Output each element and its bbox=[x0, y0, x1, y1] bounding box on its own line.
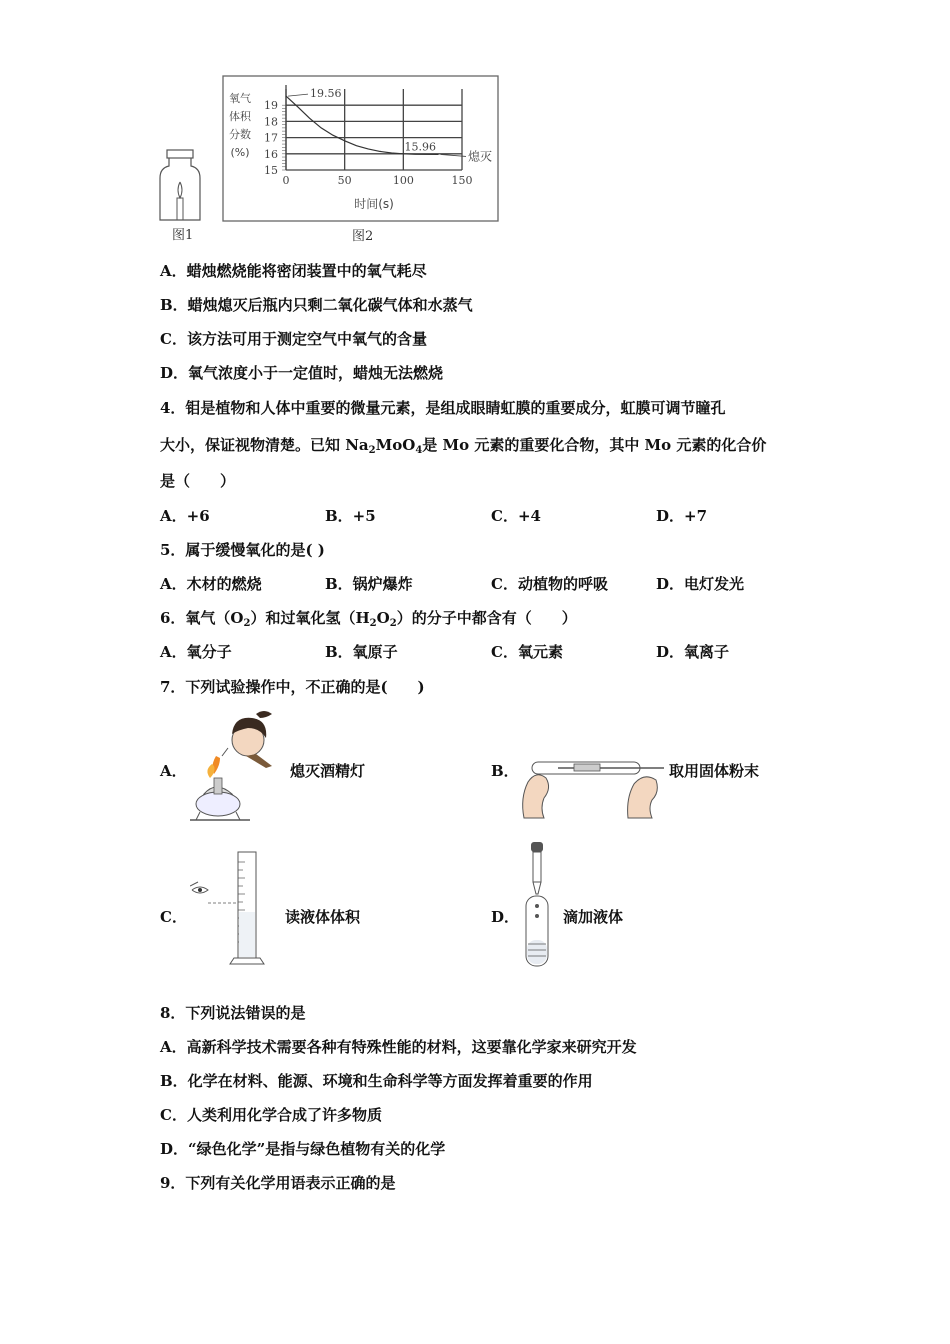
y-axis-label-line: (%) bbox=[230, 146, 250, 159]
figure-1-label: 图1 bbox=[172, 228, 194, 243]
q5-option-b[interactable]: B．锅炉爆炸 bbox=[325, 575, 413, 593]
q7-option-a-letter[interactable]: A． bbox=[160, 762, 187, 780]
x-tick-label: 0 bbox=[282, 174, 290, 187]
q7-stem: 7．下列试验操作中，不正确的是( ) bbox=[160, 678, 425, 696]
q5-option-d[interactable]: D．电灯发光 bbox=[656, 575, 745, 593]
q3-option-b[interactable]: B．蜡烛熄灭后瓶内只剩二氧化碳气体和水蒸气 bbox=[160, 296, 473, 314]
q6-stem: 6．氧气$(O_2)$和过氧化氢$(H_2O_2)$的分子中都含有（ ） bbox=[160, 609, 577, 629]
q4-stem-line2: 大小，保证视物清楚。已知 $Na_2MoO_4$是 Mo 元素的重要化合物，其中 Mo 元素的化合价 bbox=[160, 436, 767, 456]
y-axis-label-line: 分数 bbox=[229, 128, 251, 141]
q5-option-c[interactable]: C．动植物的呼吸 bbox=[491, 575, 608, 593]
q6-option-d[interactable]: D．氧离子 bbox=[656, 643, 730, 661]
figure-1-bottle bbox=[155, 148, 205, 224]
q8-option-d[interactable]: D．“绿色化学”是指与绿色植物有关的化学 bbox=[160, 1140, 446, 1158]
annotation-leader-start bbox=[288, 94, 308, 96]
annotation-extinguish: 熄灭 bbox=[468, 149, 493, 164]
x-tick-label: 50 bbox=[337, 174, 352, 187]
q8-option-a[interactable]: A．高新科学技术需要各种有特殊性能的材料，这要靠化学家来研究开发 bbox=[160, 1038, 637, 1056]
q7-option-b-caption: 取用固体粉末 bbox=[669, 762, 760, 780]
y-tick-label: 18 bbox=[264, 115, 278, 129]
y-tick-label: 15 bbox=[264, 164, 278, 177]
y-axis-label-line: 体积 bbox=[229, 110, 251, 123]
q8-option-c[interactable]: C．人类利用化学合成了许多物质 bbox=[160, 1106, 382, 1124]
q7-option-b-letter[interactable]: B． bbox=[491, 762, 519, 780]
oxygen-chart bbox=[222, 75, 500, 223]
annotation-end-value: 15.96 bbox=[404, 140, 437, 154]
cylinder-illustration bbox=[190, 846, 280, 966]
q7-option-d-letter[interactable]: D． bbox=[491, 908, 520, 926]
q3-option-d[interactable]: D．氧气浓度小于一定值时，蜡烛无法燃烧 bbox=[160, 364, 444, 382]
q4-option-a[interactable]: A．+6 bbox=[160, 507, 210, 525]
y-tick-label: 19 bbox=[264, 99, 278, 113]
x-tick-label: 150 bbox=[451, 174, 473, 187]
q4-option-b[interactable]: B．+5 bbox=[325, 507, 376, 525]
q9-stem: 9．下列有关化学用语表示正确的是 bbox=[160, 1174, 396, 1192]
y-axis-label-line: 氧气 bbox=[229, 92, 251, 105]
q4-stem-line1: 4．钼是植物和人体中重要的微量元素，是组成眼睛虹膜的重要成分，虹膜可调节瞳孔 bbox=[160, 399, 726, 417]
y-tick-label: 16 bbox=[264, 147, 278, 161]
q4-stem-line3: 是（ ） bbox=[160, 472, 236, 490]
q6-option-c[interactable]: C．氧元素 bbox=[491, 643, 563, 661]
q5-option-a[interactable]: A．木材的燃烧 bbox=[160, 575, 262, 593]
q7-option-c-letter[interactable]: C． bbox=[160, 908, 187, 926]
q3-option-a[interactable]: A．蜡烛燃烧能将密闭装置中的氧气耗尽 bbox=[160, 262, 427, 280]
q3-option-c[interactable]: C．该方法可用于测定空气中氧气的含量 bbox=[160, 330, 427, 348]
q7-option-a-caption: 熄灭酒精灯 bbox=[290, 762, 366, 780]
x-tick-label: 100 bbox=[392, 174, 414, 187]
figure-2-label: 图2 bbox=[352, 229, 374, 244]
q5-stem: 5．属于缓慢氧化的是( ) bbox=[160, 541, 325, 559]
q7-option-d-caption: 滴加液体 bbox=[563, 908, 624, 926]
q8-stem: 8．下列说法错误的是 bbox=[160, 1004, 306, 1022]
y-tick-label: 17 bbox=[264, 131, 278, 145]
q6-option-b[interactable]: B．氧原子 bbox=[325, 643, 398, 661]
q8-option-b[interactable]: B．化学在材料、能源、环境和生命科学等方面发挥着重要的作用 bbox=[160, 1072, 593, 1090]
annotation-start-value: 19.56 bbox=[310, 87, 342, 101]
dropper-illustration bbox=[518, 840, 558, 968]
blowing-lamp-illustration bbox=[186, 708, 286, 826]
powder-illustration bbox=[518, 748, 666, 822]
x-axis-label: 时间(s) bbox=[354, 197, 394, 211]
q4-option-c[interactable]: C．+4 bbox=[491, 507, 541, 525]
q7-option-c-caption: 读液体体积 bbox=[285, 908, 361, 926]
q4-option-d[interactable]: D．+7 bbox=[656, 507, 708, 525]
q6-option-a[interactable]: A．氧分子 bbox=[160, 643, 232, 661]
